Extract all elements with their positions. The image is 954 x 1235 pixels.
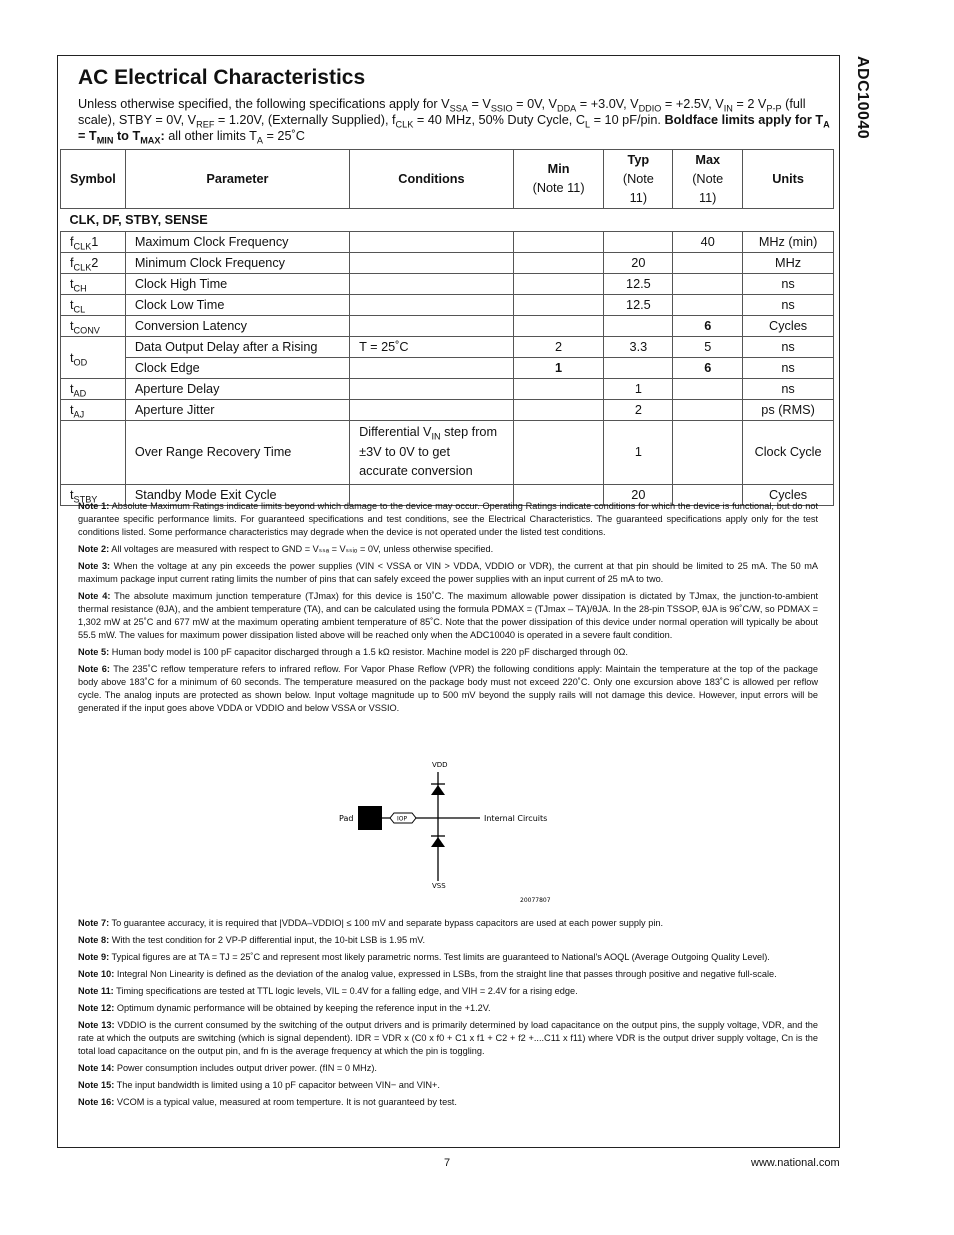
note-12: Note 12: Optimum dynamic performance will be obtained by keeping the reference input in the +1.2V. xyxy=(78,1003,491,1013)
symbol-cell: $t_{CL}$ xyxy=(61,295,126,316)
note-4: Note 4: The absolute maximum junction temperature (TJmax) for this device is 150˚C. The maximum allowable power dissipation is dictated by TJmax, the junction-to-ambient thermal resistance (θJA), and the ambient temperature (TA), and can be calculated using the formula PDMAX = (TJmax – TA)/θJA. In the 28-pin TSSOP, θJA is 96˚C/W, so PDMAX = 1,302 mW at 25˚C and 677 mW at the maximum operating ambient temperature of 85˚C. Note that the power dissipation of this device under normal operation will typically be about 55.5 mW. The values for maximum power dissipation listed above will be reached only when the ADC10040 is operated in a severe fault condition. xyxy=(78,591,818,640)
symbol-cell: $t_{STBY}$ xyxy=(61,484,126,505)
note-16: Note 16: VCOM is a typical value, measured at room temperture. It is not guaranteed by test. xyxy=(78,1097,457,1107)
upper-diode-icon xyxy=(431,785,445,795)
parameter-cell: Clock Low Time xyxy=(125,295,349,316)
parameter-cell: Maximum Clock Frequency xyxy=(125,232,349,253)
min-cell xyxy=(513,379,604,400)
units-cell: ns xyxy=(743,295,834,316)
symbol-cell: $t_{OD}$ xyxy=(61,337,126,379)
typ-cell xyxy=(604,358,673,379)
symbol-cell: $t_{AJ}$ xyxy=(61,400,126,421)
units-cell: ps (RMS) xyxy=(743,400,834,421)
symbol-cell: $t_{CH}$ xyxy=(61,274,126,295)
intro-conditions: Unless otherwise specified, the following specifications apply for $V_{SSA} = V_{SSIO} = 0V$, $V_{DDA} = +3.0V$, $V_{DDIO} = +2.5V$, $V_{IN} = 2$ $V_{P-P}$ (full scale), STBY = 0V, $V_{REF} = 1.20V$, (Externally Supplied), $f_{CLK} = 40$ MHz, 50% Duty Cycle, $C_L = 10$ pF/pin. Boldface limits apply for $T_A = T_{MIN}$ to $T_{MAX}$: all other limits $T_A$ = 25˚C xyxy=(78,97,830,146)
table-row xyxy=(61,337,834,358)
figure-id: 20077807 xyxy=(520,897,551,904)
parameter-cell: Aperture Delay xyxy=(125,379,349,400)
conditions-cell xyxy=(350,358,514,379)
parameter-cell: Data Output Delay after a Rising xyxy=(125,337,349,358)
typ-cell: 1 xyxy=(604,379,673,400)
lower-diode-icon xyxy=(431,837,445,847)
max-cell xyxy=(673,295,743,316)
min-cell xyxy=(513,253,604,274)
note-1: Note 1: Absolute Maximum Ratings indicate limits beyond which damage to the device may occur. Operating Ratings indicate conditions for which the device is functional, but do not guarantee specific performance limits. For guaranteed specifications and test conditions, see the Electrical Characteristics. The guaranteed specifications apply only for the test conditions listed. Some performance characteristics may degrade when the device is not operated under the listed test conditions. xyxy=(78,501,819,537)
typ-cell xyxy=(604,232,673,253)
note-2: Note 2: All voltages are measured with respect to GND = Vₛₛₐ = Vₛₛᵢₒ = 0V, unless otherwise specified. xyxy=(78,544,494,554)
iop-label: IOP xyxy=(397,815,408,823)
typ-cell xyxy=(604,316,673,337)
vdd-label: VDD xyxy=(432,761,448,769)
units-cell: ns xyxy=(743,358,834,379)
table-row xyxy=(61,274,834,295)
table-row xyxy=(61,400,834,421)
typ-cell: 2 xyxy=(604,400,673,421)
note-5: Note 5: Human body model is 100 pF capacitor discharged through a 1.5 kΩ resistor. Machine model is 220 pF discharged through 0Ω. xyxy=(78,647,628,657)
internal-circuits-label: Internal Circuits xyxy=(484,814,548,823)
conditions-cell: Differential $V_{IN}$ step from ±3V to 0V to get accurate conversion xyxy=(350,421,514,485)
symbol-cell: $t_{CONV}$ xyxy=(61,316,126,337)
note-14: Note 14: Power consumption includes output driver power. (fIN = 0 MHz). xyxy=(78,1063,377,1073)
conditions-cell xyxy=(350,400,514,421)
units-cell: MHz (min) xyxy=(743,232,834,253)
table-row xyxy=(61,232,834,253)
parameter-cell: Over Range Recovery Time xyxy=(125,421,349,485)
conditions-cell xyxy=(350,316,514,337)
pad-label: Pad xyxy=(339,814,354,823)
notes-section-continued xyxy=(78,917,818,1113)
units-cell: MHz xyxy=(743,253,834,274)
conditions-cell xyxy=(350,232,514,253)
symbol-cell: $f_{CLK}2$ xyxy=(61,253,126,274)
symbol-cell xyxy=(61,421,126,485)
note-8: Note 8: With the test condition for 2 VP-P differential input, the 10-bit LSB is 1.95 mV. xyxy=(78,935,426,945)
units-cell: ns xyxy=(743,274,834,295)
header-conditions: Conditions xyxy=(350,150,514,209)
typ-cell: 12.5 xyxy=(604,274,673,295)
note-3: Note 3: When the voltage at any pin exceeds the power supplies (VIN < VSSA or VIN > VDDA, VDDIO or VDR), the current at that pin should be limited to 25 mA. The 50 mA maximum package input current rating limits the number of pins that can safely exceed the power supplies with an input current of 25 mA to two. xyxy=(78,561,818,584)
header-min: Min (Note 11) xyxy=(513,150,604,209)
section-title: AC Electrical Characteristics xyxy=(78,66,366,89)
note-9: Note 9: Typical figures are at TA = TJ = 25˚C and represent most likely parametric norms. Test limits are guaranteed to National's AOQL (Average Outgoing Quality Level). xyxy=(78,952,770,962)
table-row xyxy=(61,358,834,379)
conditions-cell xyxy=(350,274,514,295)
conditions-cell xyxy=(350,295,514,316)
max-cell xyxy=(673,400,743,421)
max-cell xyxy=(673,274,743,295)
units-cell: Cycles xyxy=(743,484,834,505)
input-protection-diagram xyxy=(330,755,570,905)
note-11: Note 11: Timing specifications are tested at TTL logic levels, VIL = 0.4V for a falling edge, and VIH = 2.4V for a rising edge. xyxy=(78,986,578,996)
parameter-cell: Clock High Time xyxy=(125,274,349,295)
conditions-cell xyxy=(350,253,514,274)
header-symbol: Symbol xyxy=(61,150,126,209)
max-cell: 6 xyxy=(673,358,743,379)
pad-square xyxy=(358,806,382,830)
table-row xyxy=(61,253,834,274)
header-max: Max (Note 11) xyxy=(673,150,743,209)
min-cell xyxy=(513,316,604,337)
typ-cell: 12.5 xyxy=(604,295,673,316)
parameter-cell: Standby Mode Exit Cycle xyxy=(125,484,349,505)
header-parameter: Parameter xyxy=(125,150,349,209)
conditions-cell: T = 25˚C xyxy=(350,337,514,358)
table-header-row xyxy=(61,150,834,209)
notes-section xyxy=(78,500,818,719)
vss-label: VSS xyxy=(432,882,446,890)
table-group-row xyxy=(61,209,834,232)
conditions-cell xyxy=(350,379,514,400)
typ-cell: 20 xyxy=(604,484,673,505)
units-cell: ns xyxy=(743,379,834,400)
min-cell: 1 xyxy=(513,358,604,379)
note-7: Note 7: To guarantee accuracy, it is required that |VDDA–VDDIO| ≤ 100 mV and separate bypass capacitors are used at each power supply pin. xyxy=(78,918,664,928)
header-typ: Typ (Note 11) xyxy=(604,150,673,209)
table-row xyxy=(61,295,834,316)
page-number: 7 xyxy=(444,1157,451,1169)
table-row xyxy=(61,379,834,400)
units-cell: Cycles xyxy=(743,316,834,337)
min-cell xyxy=(513,421,604,485)
min-cell xyxy=(513,232,604,253)
typ-cell: 3.3 xyxy=(604,337,673,358)
min-cell: 2 xyxy=(513,337,604,358)
max-cell: 6 xyxy=(673,316,743,337)
note-10: Note 10: Integral Non Linearity is defined as the deviation of the analog value, expressed in LSBs, from the straight line that passes through positive and negative full-scale. xyxy=(78,969,777,979)
table-row xyxy=(61,316,834,337)
max-cell xyxy=(673,421,743,485)
note-13: Note 13: VDDIO is the current consumed by the switching of the output drivers and is primarily determined by load capacitance on the output pins, the supply voltage, VDR, and the rate at which the outputs are switching (which is signal dependent). IDR = VDR x (C0 x f0 + C1 x f1 + C2 + f2 +....C11 x f11) where VDR is the output driver supply voltage, Cn is the total load capacitance on the output pin, and fn is the average frequency at which the pin is toggling. xyxy=(78,1020,818,1056)
symbol-cell: $f_{CLK}1$ xyxy=(61,232,126,253)
footer-url-link[interactable]: www.national.com xyxy=(751,1157,840,1169)
symbol-cell: $t_{AD}$ xyxy=(61,379,126,400)
units-cell: Clock Cycle xyxy=(743,421,834,485)
table-row xyxy=(61,421,834,485)
typ-cell: 1 xyxy=(604,421,673,485)
parameter-cell: Aperture Jitter xyxy=(125,400,349,421)
max-cell xyxy=(673,379,743,400)
min-cell xyxy=(513,274,604,295)
ac-characteristics-table xyxy=(60,149,834,506)
max-cell: 5 xyxy=(673,337,743,358)
max-cell: 40 xyxy=(673,232,743,253)
parameter-cell: Clock Edge xyxy=(125,358,349,379)
side-part-number: ADC10040 xyxy=(854,56,871,140)
header-units: Units xyxy=(743,150,834,209)
max-cell xyxy=(673,253,743,274)
units-cell: ns xyxy=(743,337,834,358)
min-cell xyxy=(513,295,604,316)
typ-cell: 20 xyxy=(604,253,673,274)
parameter-cell: Conversion Latency xyxy=(125,316,349,337)
parameter-cell: Minimum Clock Frequency xyxy=(125,253,349,274)
group-label: CLK, DF, STBY, SENSE xyxy=(61,209,834,232)
note-6: Note 6: The 235˚C reflow temperature refers to infrared reflow. For Vapor Phase Reflow (VPR) the following conditions apply: Maintain the temperature at the top of the package body above 183˚C for a minimum of 60 seconds. The temperature measured on the package body must not exceed 220˚C. Only one excursion above 183˚C is allowed per reflow cycle. The analog inputs are protected as shown below. Input voltage magnitude up to 500 mV beyond the supply rails will not damage this device. However, input errors will be generated if the input goes above VDDA or VDDIO and below VSSA or VSSIO. xyxy=(78,664,819,713)
note-15: Note 15: The input bandwidth is limited using a 10 pF capacitor between VIN− and VIN+. xyxy=(78,1080,440,1090)
min-cell xyxy=(513,400,604,421)
